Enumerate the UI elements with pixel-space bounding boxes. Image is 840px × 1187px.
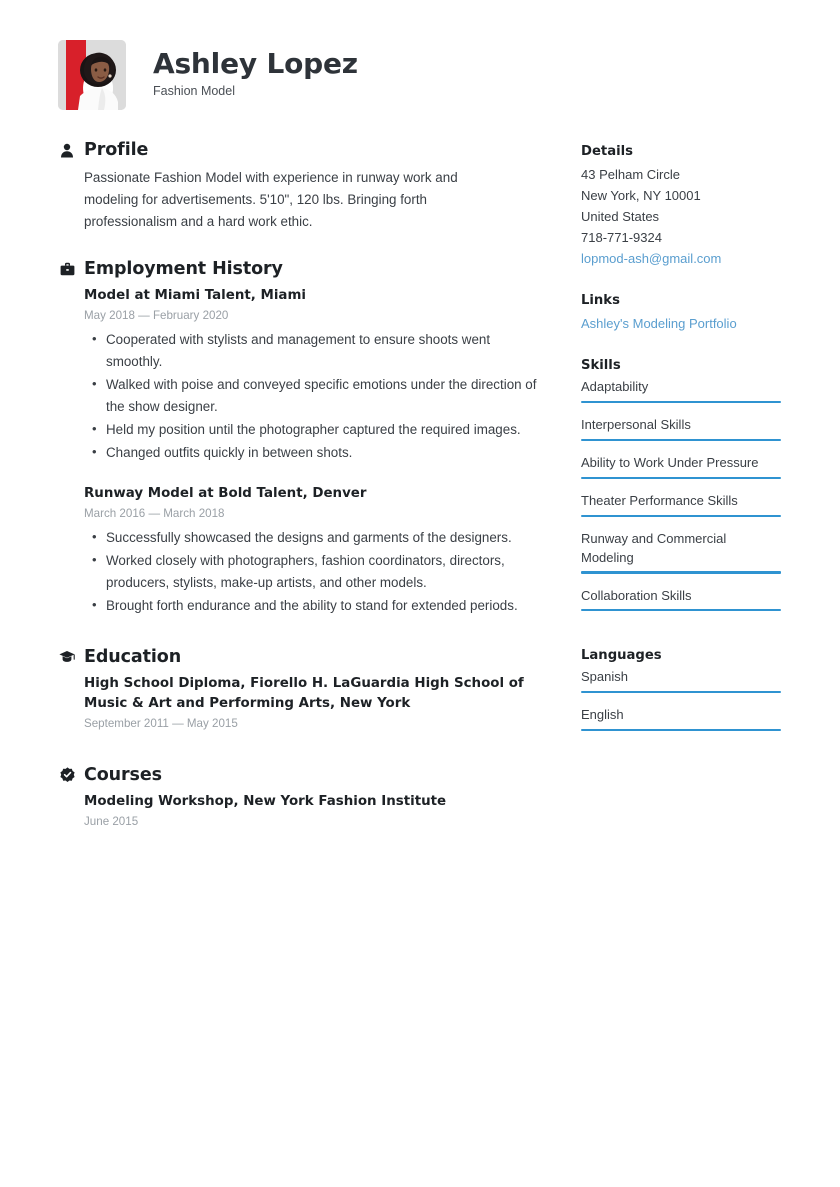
detail-phone-line: 718-771-9324 — [581, 230, 662, 246]
skill-level-bar — [581, 439, 781, 442]
section-header-courses — [58, 765, 550, 785]
bullet-item: • Brought forth endurance and the ability to stand for extended periods. — [84, 595, 550, 617]
section-employment-history — [58, 259, 550, 617]
section-profile — [58, 140, 550, 233]
entry-date: March 2016 — March 2018 — [84, 506, 225, 520]
language-label: English — [581, 707, 624, 723]
person-icon — [58, 141, 76, 159]
employment-entry — [84, 484, 550, 617]
entry-bullets — [84, 527, 550, 616]
full-name: Ashley Lopez — [153, 46, 358, 80]
graduation-cap-icon — [58, 648, 76, 666]
sidebar-title-details: Details — [581, 144, 633, 159]
section-header-education — [58, 647, 550, 667]
skill-level-bar — [581, 401, 781, 404]
section-education — [58, 647, 550, 733]
skill-level-bar — [581, 477, 781, 480]
skill-level-bar — [581, 515, 781, 518]
section-body-courses — [58, 792, 550, 831]
skill-item — [581, 587, 781, 625]
detail-country-line: United States — [581, 209, 660, 225]
section-body-education — [58, 674, 550, 733]
course-entry — [84, 792, 550, 831]
detail-city-line: New York, NY 10001 — [581, 188, 701, 204]
main-column — [58, 140, 550, 853]
language-label: Spanish — [581, 669, 628, 685]
skill-level-bar — [581, 571, 781, 574]
avatar — [58, 40, 126, 110]
section-body-employment — [58, 286, 550, 617]
education-entry — [84, 674, 550, 733]
skill-item — [581, 530, 781, 586]
skill-item — [581, 454, 781, 492]
language-level-bar — [581, 691, 781, 694]
bullet-item: • Walked with poise and conveyed specific emotions under the direction of the show designer. — [84, 374, 550, 418]
sidebar-title-languages: Languages — [581, 648, 662, 664]
badge-check-icon — [58, 766, 76, 784]
entry-title: Runway Model at Bold Talent, Denver — [84, 485, 367, 501]
language-item — [581, 668, 781, 706]
entry-date: September 2011 — May 2015 — [84, 717, 238, 730]
section-courses — [58, 765, 550, 831]
entry-title: High School Diploma, Fiorello H. LaGuardia High School of Music & Art and Performing Arts, New York — [84, 675, 524, 711]
skill-label: Theater Performance Skills — [581, 493, 738, 509]
sidebar-section-details — [581, 144, 781, 269]
skill-level-bar — [581, 609, 781, 612]
language-level-bar — [581, 729, 781, 732]
skill-label: Interpersonal Skills — [581, 417, 691, 433]
section-title-profile: Profile — [84, 140, 149, 160]
portfolio-link[interactable]: Ashley's Modeling Portfolio — [581, 316, 737, 332]
section-title-courses: Courses — [84, 764, 162, 785]
profile-text: Passionate Fashion Model with experience in runway work and modeling for advertisements. 5'10", 120 lbs. Bringing forth professionalism and a hard work ethic. — [84, 170, 458, 229]
job-title: Fashion Model — [153, 84, 235, 99]
skill-item — [581, 492, 781, 530]
sidebar-section-skills — [581, 358, 781, 624]
entry-date: May 2018 — February 2020 — [84, 308, 229, 322]
sidebar-section-links — [581, 293, 781, 334]
skill-label: Collaboration Skills — [581, 587, 692, 603]
briefcase-icon — [58, 260, 76, 278]
sidebar-column — [581, 144, 781, 768]
entry-bullets — [84, 329, 550, 463]
detail-address-line: 43 Pelham Circle — [581, 167, 680, 182]
detail-email-link[interactable]: lopmod-ash@gmail.com — [581, 251, 722, 267]
bullet-item: • Held my position until the photographer captured the required images. — [84, 419, 550, 441]
section-title-employment: Employment History — [84, 258, 283, 279]
entry-date: June 2015 — [84, 814, 139, 828]
skill-label: Runway and Commercial Modeling — [581, 531, 727, 565]
bullet-item: • Cooperated with stylists and management to ensure shoots went smoothly. — [84, 329, 550, 373]
sidebar-title-links: Links — [581, 293, 620, 309]
skill-label: Ability to Work Under Pressure — [581, 455, 759, 471]
name-block — [153, 46, 358, 101]
bullet-item: • Successfully showcased the designs and garments of the designers. — [84, 527, 550, 549]
language-item — [581, 706, 781, 744]
bullet-item: • Worked closely with photographers, fashion coordinators, directors, producers, stylists, make-up artists, and other models. — [84, 550, 550, 594]
entry-title: Modeling Workshop, New York Fashion Institute — [84, 793, 447, 809]
section-title-education: Education — [84, 646, 182, 667]
skill-item — [581, 378, 781, 416]
section-header-employment — [58, 259, 550, 279]
section-header-profile — [58, 140, 550, 160]
resume-header — [58, 40, 358, 110]
employment-entry — [84, 286, 550, 464]
skill-item — [581, 416, 781, 454]
skill-label: Adaptability — [581, 379, 649, 395]
sidebar-section-languages — [581, 648, 781, 744]
section-body-profile — [58, 167, 550, 233]
bullet-item: • Changed outfits quickly in between shots. — [84, 442, 550, 464]
entry-title: Model at Miami Talent, Miami — [84, 287, 306, 303]
sidebar-title-skills: Skills — [581, 358, 621, 374]
